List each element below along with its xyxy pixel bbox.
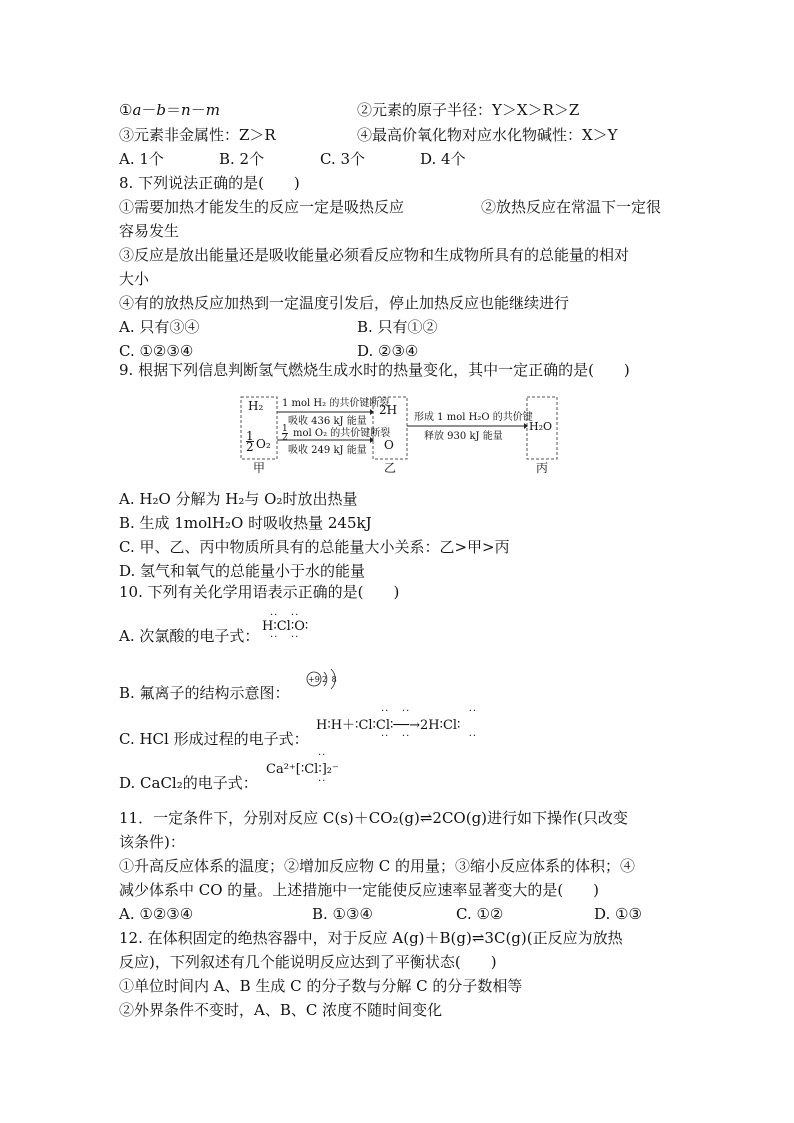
q7-option-b: B. 2个 bbox=[219, 150, 265, 168]
q12-statement-2: ②外界条件不变时，A、B、C 浓度不随时间变化 bbox=[119, 1001, 443, 1019]
q10-option-c: C. HCl 形成过程的电子式： bbox=[119, 730, 309, 748]
q8-option-a: A. 只有③④ bbox=[119, 318, 200, 336]
q9-stem: 9. 根据下列信息判断氢气燃烧生成水时的热量变化，其中一定正确的是( ) bbox=[119, 361, 630, 379]
q7-option-c: C. 3个 bbox=[320, 150, 366, 168]
q10a-dots-top: ·· ·· bbox=[270, 610, 300, 621]
q9-option-b: B. 生成 1molH₂O 时吸收热量 245kJ bbox=[119, 514, 372, 532]
q10d-dots-bottom: ·· bbox=[318, 776, 327, 787]
fluoride-ion-diagram bbox=[303, 664, 343, 694]
arrow2-fraction-numerator: 1 bbox=[282, 424, 288, 434]
q11-option-a: A. ①②③④ bbox=[119, 905, 194, 923]
q8-option-d: D. ②③④ bbox=[357, 342, 419, 360]
half-numerator: 1 bbox=[246, 429, 254, 443]
q8-statement-3: ③反应是放出能量还是吸收能量必须看反应物和生成物所具有的总能量的相对 bbox=[119, 246, 630, 264]
q11-option-d: D. ①③ bbox=[594, 905, 642, 923]
q8-option-c: C. ①②③④ bbox=[119, 342, 194, 360]
q10c-dots-top: ·· ·· ·· bbox=[381, 706, 478, 717]
arrow2-fraction bbox=[282, 425, 288, 442]
q9-option-a: A. H₂O 分解为 H₂与 O₂时放出热量 bbox=[119, 490, 358, 508]
q8-option-b: B. 只有①② bbox=[357, 318, 438, 336]
q10-option-b: B. 氟离子的结构示意图： bbox=[119, 684, 290, 702]
half-fraction bbox=[246, 431, 254, 452]
arrow2-bottom-text: 吸收 249 kJ 能量 bbox=[288, 445, 367, 456]
q10d-formula: Ca²⁺[∶Cl∶]₂⁻ bbox=[266, 762, 339, 777]
q7-option-d: D. 4个 bbox=[420, 150, 466, 168]
q12-stem-line1: 12. 在体积固定的绝热容器中，对于反应 A(g)＋B(g)⇌3C(g)(正反应为放热 bbox=[119, 929, 623, 947]
label-bing: 丙 bbox=[536, 461, 549, 475]
q10c-dots-bottom: ·· ·· ·· bbox=[381, 731, 478, 742]
q8-statement-4: ④有的放热反应加热到一定温度引发后，停止加热反应也能继续进行 bbox=[119, 294, 570, 312]
label-jia: 甲 bbox=[253, 461, 266, 475]
q11-stem-line2: 该条件)： bbox=[119, 833, 185, 851]
fluoride-nucleus: +9 bbox=[308, 675, 320, 684]
q11-option-b: B. ①③④ bbox=[312, 905, 373, 923]
q7-option-a: A. 1个 bbox=[119, 150, 164, 168]
q12-statement-1: ①单位时间内 A、B 生成 C 的分子数与分解 C 的分子数相等 bbox=[119, 977, 523, 995]
q10d-dots-top: ·· bbox=[318, 750, 327, 761]
h2-label: H₂ bbox=[248, 399, 264, 413]
arrow3-bottom-text: 释放 930 kJ 能量 bbox=[424, 431, 503, 442]
box2-bottom-label: O bbox=[384, 438, 394, 452]
q11-stem-line1: 11．一定条件下，分别对反应 C(s)＋CO₂(g)⇌2CO(g)进行如下操作(只改变 bbox=[119, 809, 628, 827]
q7-statement-4: ④最高价氧化物对应水化物碱性：X＞Y bbox=[357, 126, 618, 144]
q8-statement-3-cont: 大小 bbox=[119, 270, 150, 288]
q7-statement-1: ①a－b＝n－m bbox=[119, 101, 220, 119]
q11-stem-line3: ①升高反应体系的温度；②增加反应物 C 的用量；③缩小反应体系的体积；④ bbox=[119, 857, 636, 875]
box2-top-label: 2H bbox=[379, 403, 398, 417]
q12-stem-line2: 反应)，下列叙述有几个能说明反应达到了平衡状态( ) bbox=[119, 953, 497, 971]
q8-statement-2: ②放热反应在常温下一定很 bbox=[481, 198, 662, 216]
q10-stem: 10. 下列有关化学用语表示正确的是( ) bbox=[119, 583, 400, 601]
q10c-formula: H∶H＋∶Cl∶Cl∶──→2H∶Cl∶ bbox=[316, 718, 461, 733]
q10-option-a: A. 次氯酸的电子式： bbox=[119, 627, 260, 645]
box3-label: H₂O bbox=[529, 420, 553, 433]
q8-statement-1: ①需要加热才能发生的反应一定是吸热反应 bbox=[119, 198, 405, 216]
q8-statement-2-cont: 容易发生 bbox=[119, 222, 180, 240]
arrow2-fraction-denominator: 2 bbox=[282, 433, 288, 443]
fluoride-shells: 2 8 bbox=[322, 675, 338, 684]
q7-statement-2: ②元素的原子半径：Y＞X＞R＞Z bbox=[357, 101, 580, 119]
arrow1-top-text: 1 mol H₂ 的共价键断裂 bbox=[282, 398, 390, 409]
arrow2-top-text: mol O₂ 的共价键断裂 bbox=[293, 428, 391, 439]
arrow1-bottom-text: 吸收 436 kJ 能量 bbox=[288, 416, 367, 427]
q10a-formula: H∶Cl∶O∶ bbox=[262, 619, 309, 634]
q11-stem-line4: 减少体系中 CO 的量。上述措施中一定能使反应速率显著变大的是( ) bbox=[119, 881, 600, 899]
o2-label: O₂ bbox=[256, 437, 271, 451]
half-denominator: 2 bbox=[246, 440, 254, 454]
q9-option-c: C. 甲、乙、丙中物质所具有的总能量大小关系：乙>甲>丙 bbox=[119, 538, 510, 556]
q8-stem: 8. 下列说法正确的是( ) bbox=[119, 174, 300, 192]
arrow3-top-text: 形成 1 mol H₂O 的共价键 bbox=[414, 412, 533, 423]
label-yi: 乙 bbox=[384, 461, 397, 475]
q7-statement-3: ③元素非金属性：Z＞R bbox=[119, 126, 276, 144]
q9-option-d: D. 氢气和氧气的总能量小于水的能量 bbox=[119, 562, 366, 580]
q10a-dots-bottom: ·· ·· bbox=[270, 632, 300, 643]
energy-diagram bbox=[238, 393, 560, 479]
q11-option-c: C. ①② bbox=[456, 905, 504, 923]
q10-option-d: D. CaCl₂的电子式： bbox=[119, 774, 258, 792]
